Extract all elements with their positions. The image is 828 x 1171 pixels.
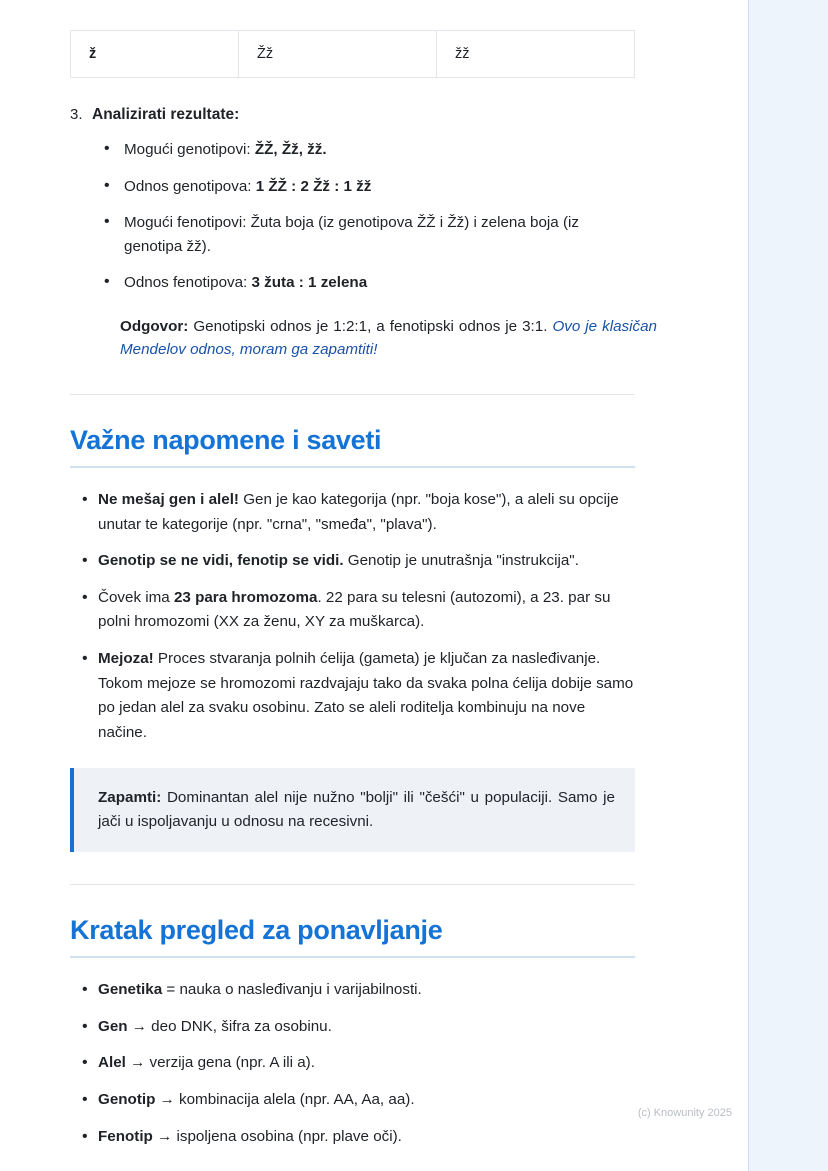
quick-review-list bbox=[70, 978, 635, 1149]
answer-paragraph bbox=[120, 315, 657, 362]
document-content bbox=[70, 0, 657, 1161]
bullet-lead: Mogući fenotipovi: Žuta boja (iz genotipova ŽŽ i Žž) i zelena boja (iz genotipa žž). bbox=[124, 214, 579, 255]
bullet-lead: Odnos fenotipova: bbox=[124, 274, 252, 292]
bullet-bold: 1 ŽŽ : 2 Žž : 1 žž bbox=[255, 177, 372, 195]
note-text: Proces stvaranja polnih ćelija (gameta) je ključan za nasleđivanje. Tokom mejoze se hromozomi razdvajaju tako da svaka polna ćelija dobije samo po jedan alel za svaku osobinu. Zato se aleli roditelja kombinuju na nove načine. bbox=[98, 650, 634, 741]
list-item bbox=[98, 1125, 635, 1150]
bullet-lead: Mogući genotipovi: bbox=[124, 141, 255, 158]
list-item bbox=[120, 175, 635, 199]
copyright-credit: (c) Knowunity 2025 bbox=[637, 1107, 732, 1119]
list-item bbox=[98, 978, 635, 1003]
table-row bbox=[71, 31, 635, 78]
list-item bbox=[120, 271, 635, 295]
list-item bbox=[98, 1088, 635, 1113]
section-title-quick-review: Kratak pregled za ponavljanje bbox=[70, 915, 635, 958]
term-text: → deo DNK, šifra za osobinu. bbox=[127, 1017, 332, 1035]
answer-label: Odgovor: bbox=[120, 317, 189, 335]
note-bold-mid: 23 para hromozoma bbox=[173, 588, 318, 606]
punnett-cell-genotype-2: žž bbox=[437, 31, 635, 78]
note-bold: Genotip se ne vidi, fenotip se vidi. bbox=[98, 552, 344, 570]
section-divider bbox=[70, 884, 635, 885]
list-item bbox=[98, 647, 635, 746]
note-bold: Mejoza! bbox=[98, 650, 154, 668]
term-bold: Gen bbox=[98, 1017, 128, 1035]
remember-callout bbox=[70, 768, 635, 853]
note-text: Gen je kao kategorija (npr. "boja kose"), a aleli su opcije unutar te kategorije (npr. "crna", "smeđa", "plava"). bbox=[98, 490, 619, 533]
bullet-bold: ŽŽ, Žž, žž. bbox=[254, 141, 327, 158]
punnett-square-table-fragment bbox=[70, 30, 635, 78]
note-bold: Ne mešaj gen i alel! bbox=[98, 490, 239, 508]
note-text: Genotip je unutrašnja "instrukcija". bbox=[343, 552, 579, 570]
callout-text: Dominantan alel nije nužno "bolji" ili "češći" u populaciji. Samo je jači u ispoljavanju u odnosu na recesivni. bbox=[98, 788, 615, 830]
list-item bbox=[120, 211, 635, 258]
analysis-bullet-list bbox=[92, 138, 635, 295]
list-item bbox=[98, 1015, 635, 1040]
list-item bbox=[120, 138, 635, 162]
punnett-cell-genotype-1: Žž bbox=[239, 31, 437, 78]
term-text: → ispoljena osobina (npr. plave oči). bbox=[152, 1127, 402, 1145]
term-bold: Genotip bbox=[98, 1091, 156, 1109]
punnett-cell-allele: ž bbox=[71, 31, 239, 78]
analysis-step-block bbox=[70, 106, 657, 362]
note-lead: Čovek ima bbox=[98, 588, 174, 606]
list-item bbox=[98, 1051, 635, 1076]
term-bold: Genetika bbox=[98, 981, 163, 999]
term-bold: Fenotip bbox=[98, 1127, 153, 1145]
step-title: Analizirati rezultate: bbox=[92, 106, 240, 123]
callout-label: Zapamti: bbox=[98, 788, 162, 806]
bullet-lead: Odnos genotipova: bbox=[124, 177, 256, 195]
list-item bbox=[98, 549, 635, 574]
note-tail: . 22 para su telesni (autozomi), a 23. par su polni hromozomi (XX za ženu, XY za muškarca). bbox=[98, 588, 611, 631]
term-text: → verzija gena (npr. A ili a). bbox=[125, 1054, 315, 1072]
term-text: → kombinacija alela (npr. AA, Aa, aa). bbox=[155, 1091, 415, 1109]
answer-note: Ovo je klasičan Mendelov odnos, moram ga zapamtiti! bbox=[120, 317, 657, 359]
callout-paragraph bbox=[98, 786, 615, 835]
term-text: = nauka o nasleđivanju i varijabilnosti. bbox=[162, 981, 422, 999]
bullet-bold: 3 žuta : 1 zelena bbox=[251, 274, 368, 292]
section-divider bbox=[70, 394, 635, 395]
answer-text: Genotipski odnos je 1:2:1, a fenotipski odnos je 3:1. bbox=[188, 317, 553, 335]
important-notes-list bbox=[70, 488, 635, 746]
analysis-step-heading bbox=[70, 106, 635, 124]
section-title-important-notes: Važne napomene i saveti bbox=[70, 425, 635, 468]
step-number: 3. bbox=[70, 106, 83, 123]
term-bold: Alel bbox=[98, 1054, 126, 1072]
list-item bbox=[98, 488, 635, 537]
right-side-rail bbox=[748, 0, 828, 1171]
list-item bbox=[98, 586, 635, 635]
